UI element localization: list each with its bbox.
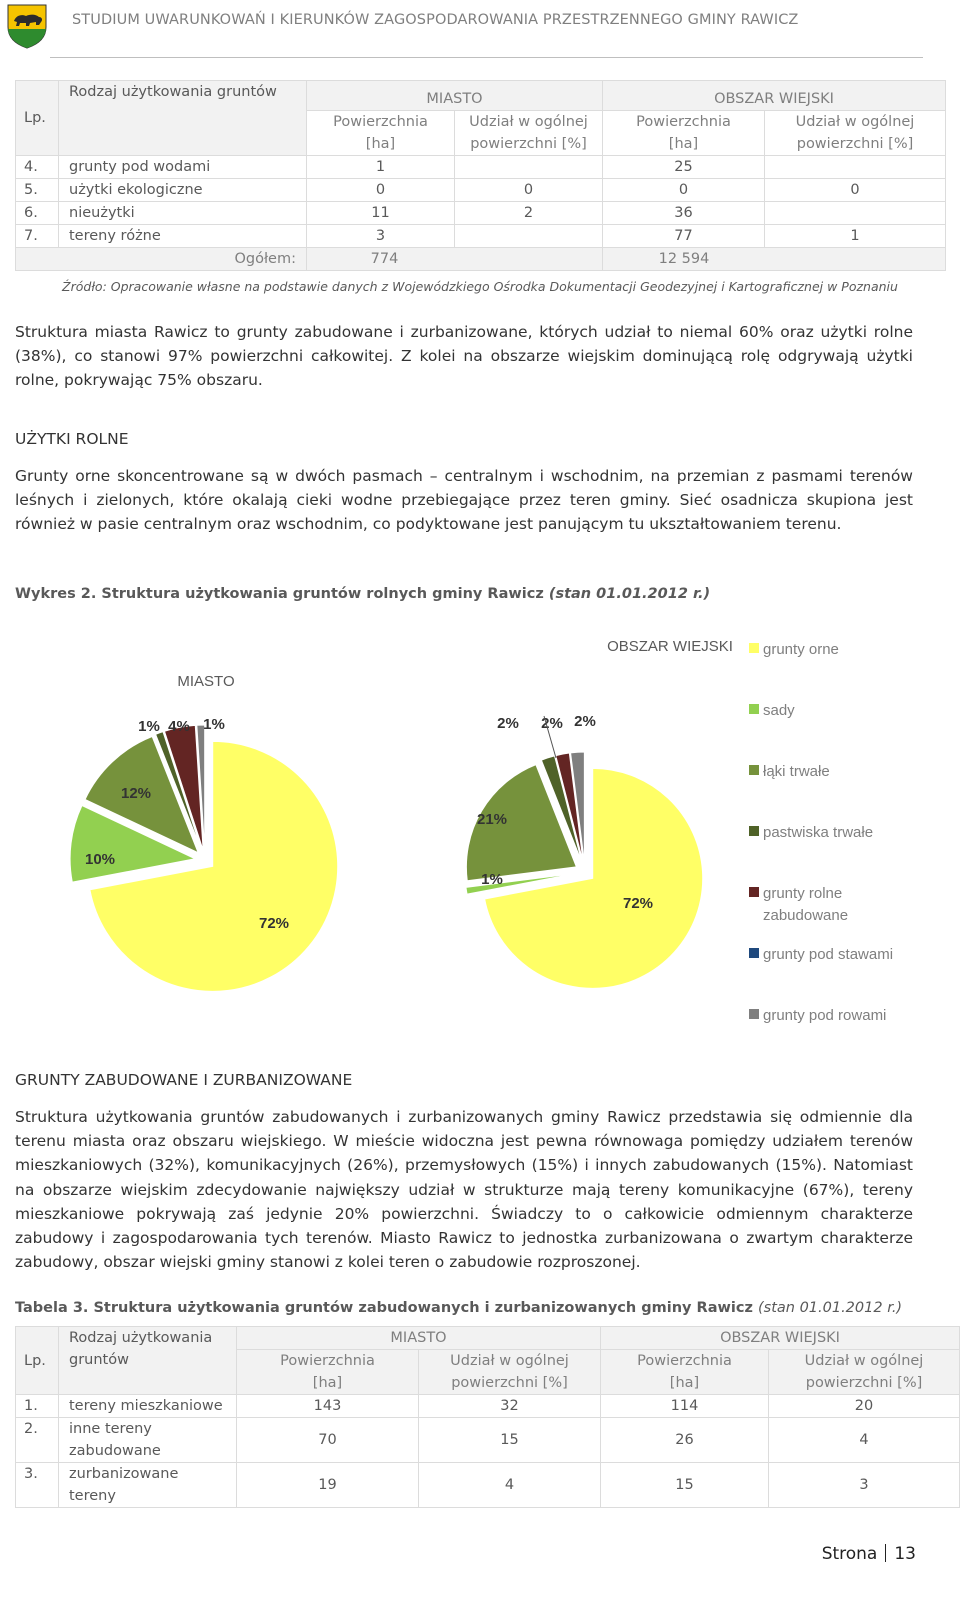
wies-group-header: OBSZAR WIEJSKI [603,81,946,111]
legend-swatch [749,704,759,714]
table-source-note: Źródło: Opracowanie własne na podstawie danych z Wojewódzkiego Ośrodka Dokumentacji Geodezyjnej i Kartograficznej w Poznaniu [62,279,898,294]
paragraph-structure: Struktura miasta Rawicz to grunty zabudowane i zurbanizowane, których udział to niemal 60% oraz użytki rolne (38%), co stanowi 97% powierzchni całkowitej. Z kolei na obszarze wiejskim dominującą rolę odgrywają użytki rolne, pokrywając 75% obszaru. [15,323,913,390]
type-header: Rodzaj użytkowania gruntów [59,81,307,156]
table-row: 5. użytki ekologiczne 0 0 0 0 [16,179,946,202]
miasto-area-header: Powierzchnia [ha] [237,1350,419,1395]
miasto-share-header: Udział w ogólnej powierzchni [%] [419,1350,601,1395]
section-heading-grunty-zabudowane: GRUNTY ZABUDOWANE I ZURBANIZOWANE [15,1071,353,1089]
data-label: 10% [84,851,116,868]
legend-label: grunty rolne [763,885,843,902]
legend-swatch [749,826,759,836]
built-up-land-table [15,1326,960,1508]
data-label: 2% [541,715,563,732]
page-footer [822,1544,916,1564]
data-label: 21% [476,811,508,828]
paragraph-grunty-zabudowane: Struktura użytkowania gruntów zabudowanych i zurbanizowanych gminy Rawicz przedstawia się odmiennie dla terenu miasta oraz obszaru wiejskiego. W mieście widoczna jest pewna równowaga pomiędzy udziałem terenów mieszkaniowych (32%), komunikacyjnych (26%), przemysłowych (15%) i innych zabudowanych (15%). Natomiast na obszarze wiejskim zdecydowanie największy udział w strukturze mają tereny komunikacyjne (67%), tereny mieszkaniowe pokrywają zaś jedynie 20% powierzchni. Świadczy to o całkowicie odmiennym charakterze zabudowy i zagospodarowania tych terenów. Miasto Rawicz to jednostka zurbanizowana o zwartym charakterze zabudowy, obszar wiejski gminy stanowi z kolei teren o zabudowie rozproszonej. [15,1108,913,1272]
chart-title: OBSZAR WIEJSKI [607,638,733,655]
table-row: 2. inne tereny zabudowane 70 15 26 4 [16,1418,960,1463]
data-label: 1% [481,871,503,888]
data-label: 2% [497,715,519,732]
header-title: STUDIUM UWARUNKOWAŃ I KIERUNKÓW ZAGOSPODAROWANIA PRZESTRZENNEGO GMINY RAWICZ [72,12,799,28]
paragraph-uzytki-rolne: Grunty orne skoncentrowane są w dwóch pasmach – centralnym i wschodnim, na przemian z pasmami terenów leśnych i zielonych, które okalają cieki wodne przebiegające przez teren gminy. Sieć osadnicza skupiona jest również w pasie centralnym oraz wschodnim, co podyktowane jest panującym tu ukształtowaniem terenu. [15,467,913,534]
total-label: Ogółem: [16,248,307,271]
table-row: 3. zurbanizowane tereny 19 4 15 3 [16,1463,960,1508]
lp-header: Lp. [16,1327,59,1395]
miasto-group-header: MIASTO [307,81,603,111]
table-row: 1. tereny mieszkaniowe 143 32 114 20 [16,1395,960,1418]
land-use-table-continued [15,80,946,271]
land-use-pie-charts [0,610,960,1050]
miasto-group-header: MIASTO [237,1327,601,1350]
table-row: 4. grunty pod wodami 1 25 [16,156,946,179]
miasto-area-header: Powierzchnia [ha] [307,111,455,156]
legend-swatch [749,887,759,897]
data-label: 72% [258,915,290,932]
wies-group-header: OBSZAR WIEJSKI [601,1327,960,1350]
wies-share-header: Udział w ogólnej powierzchni [%] [769,1350,960,1395]
chart-title: MIASTO [177,673,235,690]
legend-swatch [749,643,759,653]
table-row: 7. tereny różne 3 77 1 [16,225,946,248]
wies-area-header: Powierzchnia [ha] [601,1350,769,1395]
chart-caption: Wykres 2. Struktura użytkowania gruntów rolnych gminy Rawicz (stan 01.01.2012 r.) [15,586,711,602]
section-heading-uzytki-rolne: UŻYTKI ROLNE [15,430,129,448]
page-label: Strona [821,1544,878,1564]
miasto-share-header: Udział w ogólnej powierzchni [%] [455,111,603,156]
data-label: 2% [574,713,596,730]
wies-area-header: Powierzchnia [ha] [603,111,765,156]
total-row [16,248,946,271]
header-divider [50,57,923,58]
page-number: 13 [894,1544,916,1564]
legend-label: pastwiska trwałe [763,824,874,841]
type-header: Rodzaj użytkowania gruntów [59,1327,237,1395]
legend-label: łąki trwałe [763,763,830,780]
legend-swatch [749,765,759,775]
wies-share-header: Udział w ogólnej powierzchni [%] [765,111,946,156]
legend-swatch [749,1009,759,1019]
data-label: 4% [168,718,190,735]
legend-label: sady [763,702,795,719]
lp-header: Lp. [16,81,59,156]
total-wies: 12 594 [603,248,946,271]
table-caption: Tabela 3. Struktura użytkowania gruntów zabudowanych i zurbanizowanych gminy Rawicz (stan 01.01.2012 r.) [15,1300,903,1316]
legend-label: grunty pod stawami [763,946,894,963]
legend-label: grunty pod rowami [763,1007,887,1024]
data-label: 1% [138,718,160,735]
legend-swatch [749,948,759,958]
page-header [0,0,960,60]
legend-label: grunty orne [763,641,839,658]
legend-label: zabudowane [763,907,849,924]
total-miasto: 774 [307,248,603,271]
table-row: 6. nieużytki 11 2 36 [16,202,946,225]
coat-of-arms-icon [6,3,48,49]
data-label: 72% [622,895,654,912]
data-label: 12% [120,785,152,802]
data-label: 1% [203,716,225,733]
